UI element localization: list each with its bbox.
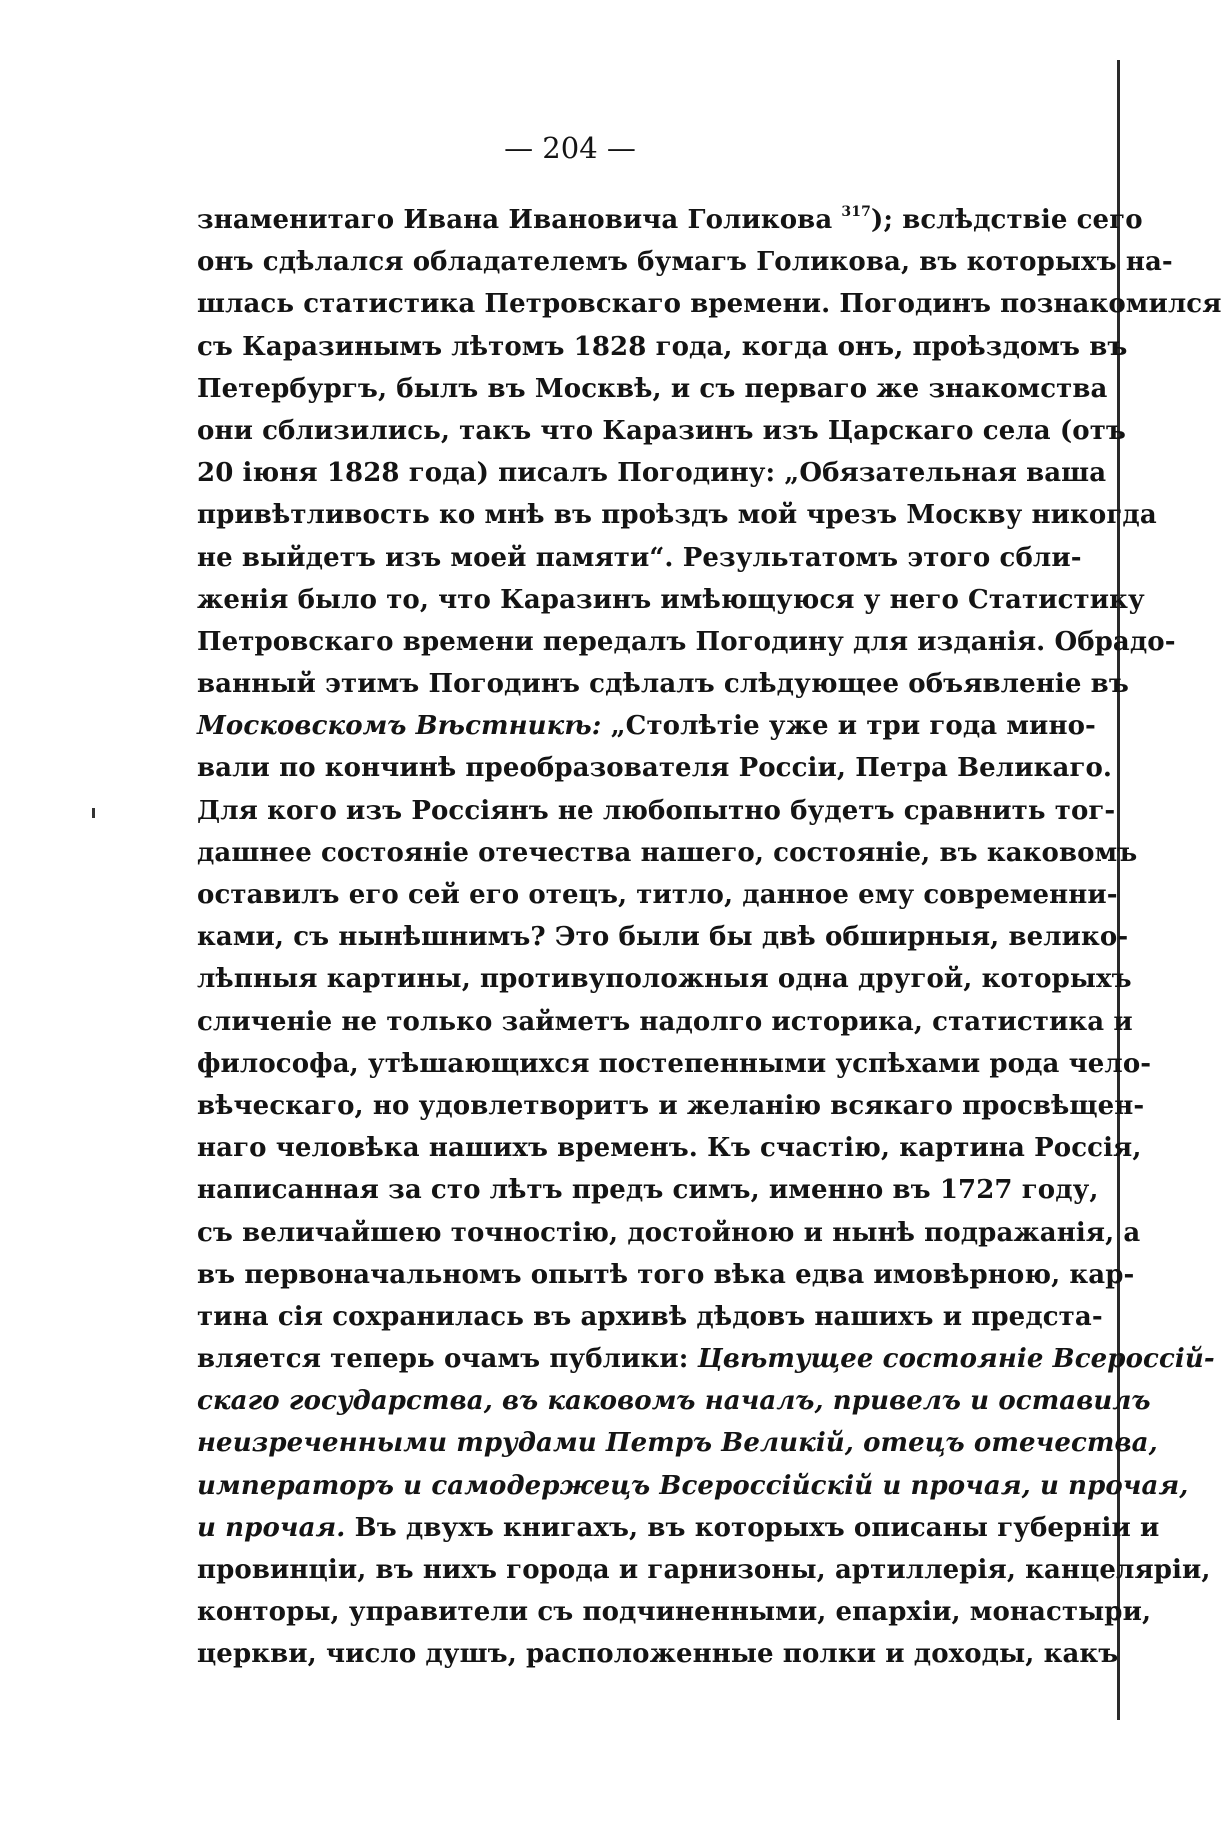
text-segment: ками, съ нынѣшнимъ? Это были бы двѣ обширныя, велико- [197,922,1129,953]
text-segment: не выйдетъ изъ моей памяти“. Результатомъ этого сбли- [197,542,1082,573]
text-line [197,326,1128,368]
text-segment: онъ сдѣлался обладателемъ бумагъ Голикова, въ которыхъ на- [197,247,1173,278]
text-segment: Въ двухъ книгахъ, въ которыхъ описаны губерніи и [345,1512,1160,1543]
text-segment: въ первоначальномъ опытѣ того вѣка едва имовѣрною, кар- [197,1259,1135,1290]
text-segment: вали по кончинѣ преобразователя Россіи, Петра Великаго. [197,753,1113,784]
text-segment: тина сія сохранилась въ архивѣ дѣдовъ нашихъ и предста- [197,1301,1103,1332]
text-segment: привѣтливость ко мнѣ въ проѣздъ мой чрезъ Москву никогда [197,500,1157,531]
text-segment: лѣпныя картины, противуположныя одна другой, которыхъ [197,964,1132,995]
text-line [197,199,1143,241]
text-segment: они сблизились, такъ что Каразинъ изъ Царскаго села (отъ [197,415,1126,446]
text-segment: съ величайшею точностію, достойною и нынѣ подражанія, а [197,1217,1141,1248]
text-segment: сличеніе не только займетъ надолго историка, статистика и [197,1006,1133,1037]
text-segment: конторы, управители съ подчиненными, епархіи, монастыри, [197,1597,1152,1628]
italic-text: неизреченными трудами Петръ Великій, отецъ отечества, [197,1428,1158,1459]
text-line [197,1507,1160,1549]
text-line [197,1043,1152,1085]
print-speck [92,808,95,818]
text-segment: оставилъ его сей его отецъ, титло, данное ему современни- [197,880,1118,910]
text-line [197,1633,1119,1675]
text-segment: провинціи, въ нихъ города и гарнизоны, артиллерія, канцеляріи, [197,1555,1211,1585]
text-segment: Петровскаго времени передалъ Погодину для изданія. Обрадо- [197,626,1176,657]
text-segment: дашнее состояніе отечества нашего, состояніе, въ каковомъ [197,837,1138,868]
italic-text: скаго государства, въ каковомъ началъ, привелъ и оставилъ [197,1386,1151,1417]
text-line [197,663,1129,705]
text-segment: написанная за сто лѣтъ предъ симъ, именно въ 1727 году, [197,1175,1099,1206]
italic-text: Цвѣтущее состояніе Всероссій- [697,1344,1215,1375]
text-line [197,958,1132,1000]
body-text [197,199,1222,1676]
italic-text: императоръ и самодержецъ Всероссійскій и прочая, и прочая, [197,1470,1189,1501]
text-line [197,241,1173,283]
text-line [197,621,1176,663]
text-segment: вѣческаго, но удовлетворитъ и желанію всякаго просвѣщен- [197,1090,1145,1121]
text-segment: Для кого изъ Россіянъ не любопытно будетъ сравнить тог- [197,795,1116,826]
text-line [197,1212,1141,1254]
text-line [197,1169,1099,1211]
text-line [197,1338,1215,1380]
text-line [197,1465,1189,1507]
text-segment: „Столѣтіе уже и три года мино- [601,711,1096,742]
text-line [197,1127,1142,1169]
text-segment: 20 іюня 1828 года) писалъ Погодину: „Обязательная ваша [197,458,1107,489]
text-line [197,874,1118,916]
text-line [197,1085,1145,1127]
text-line [197,494,1157,536]
text-line [197,1296,1103,1338]
text-line [197,1422,1158,1464]
italic-text: Московскомъ Вѣстникѣ: [197,711,602,742]
text-segment: женія было то, что Каразинъ имѣющуюся у него Статистику [197,584,1145,615]
text-line [197,368,1108,410]
text-segment: съ Каразинымъ лѣтомъ 1828 года, когда онъ, проѣздомъ въ [197,331,1128,362]
text-line [197,705,1096,747]
text-line [197,916,1129,958]
text-line [197,747,1113,789]
text-line [197,832,1138,874]
italic-text: и прочая. [197,1512,346,1543]
text-line [197,1549,1211,1591]
text-line [197,410,1126,452]
text-segment: шлась статистика Петровскаго времени. Погодинъ познакомился [197,289,1222,320]
text-line [197,283,1222,325]
text-line [197,1380,1151,1422]
text-segment: церкви, число душъ, расположенные полки и доходы, какъ [197,1639,1119,1670]
text-segment: вляется теперь очамъ публики: [197,1344,698,1375]
text-segment: знаменитаго Ивана Ивановича Голикова [197,205,842,235]
text-segment: ванный этимъ Погодинъ сдѣлалъ слѣдующее объявленіе въ [197,669,1129,700]
text-line [197,790,1116,832]
page-number: — 204 — [504,131,636,165]
footnote-ref: 317 [841,204,871,220]
text-segment: философа, утѣшающихся постепенными успѣхами рода чело- [197,1048,1152,1079]
text-line [197,579,1145,621]
text-line [197,1591,1152,1633]
text-line [197,1001,1133,1043]
text-segment: наго человѣка нашихъ временъ. Къ счастію, картина Россія, [197,1133,1142,1164]
text-line [197,1254,1135,1296]
text-line [197,452,1107,494]
text-segment: ); вслѣдствіе сего [870,205,1143,235]
text-segment: Петербургъ, былъ въ Москвѣ, и съ перваго же знакомства [197,373,1108,404]
text-line [197,537,1082,579]
